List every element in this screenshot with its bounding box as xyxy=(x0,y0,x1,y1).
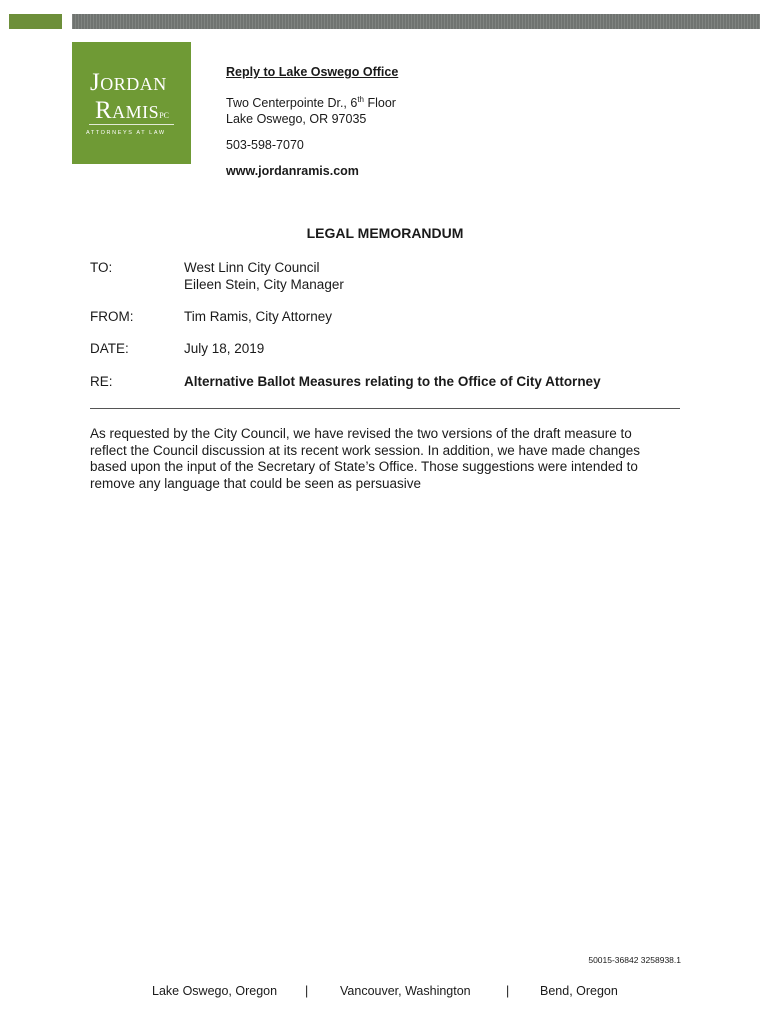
re-value: Alternative Ballot Measures relating to the Office of City Attorney xyxy=(184,374,601,389)
from-label: FROM: xyxy=(90,309,134,324)
logo-name-ramis: Ramis xyxy=(95,97,160,124)
address-line1 xyxy=(226,92,398,111)
address-floor: Floor xyxy=(364,96,396,111)
to-label: TO: xyxy=(90,260,113,275)
to-recipient-1: West Linn City Council xyxy=(184,260,320,275)
address-sup: th xyxy=(357,95,364,104)
address-street: Two Centerpointe Dr., 6 xyxy=(226,96,358,111)
body-paragraph xyxy=(90,426,690,492)
logo-suffix: PC xyxy=(159,111,169,120)
header-gray-bar xyxy=(72,14,760,29)
address-line2: Lake Oswego, OR 97035 xyxy=(226,112,367,127)
footer-office-bend: Bend, Oregon xyxy=(540,984,618,998)
to-recipient-2: Eileen Stein, City Manager xyxy=(184,277,344,292)
document-number: 50015-36842 3258938.1 xyxy=(588,955,681,965)
firm-logo xyxy=(72,42,191,164)
footer-separator: | xyxy=(506,984,510,998)
office-address-block xyxy=(226,64,398,179)
website-link[interactable]: www.jordanramis.com xyxy=(226,164,359,179)
date-value: July 18, 2019 xyxy=(184,341,265,356)
logo-name-line2 xyxy=(95,98,169,123)
from-value: Tim Ramis, City Attorney xyxy=(184,309,333,324)
phone-number: 503-598-7070 xyxy=(226,138,304,153)
header-divider xyxy=(90,408,680,409)
body-line: remove any language that could be seen as persuasive xyxy=(90,475,421,491)
body-line: based upon the input of the Secretary of State’s Office. Those suggestions were intended to xyxy=(90,459,638,474)
date-label: DATE: xyxy=(90,341,129,356)
office-heading: Reply to Lake Oswego Office xyxy=(226,65,399,79)
to-value xyxy=(184,259,344,293)
logo-divider xyxy=(89,124,174,125)
footer-office-vancouver: Vancouver, Washington xyxy=(340,984,471,998)
body-line: As requested by the City Council, we have revised the two versions of the draft measure to xyxy=(90,426,632,441)
logo-tagline: ATTORNEYS AT LAW xyxy=(86,130,166,136)
memo-title: LEGAL MEMORANDUM xyxy=(306,225,464,241)
re-label: RE: xyxy=(90,374,113,389)
header-accent-bar xyxy=(9,14,62,29)
footer-separator: | xyxy=(305,984,309,998)
logo-name-line1: Jordan xyxy=(90,69,167,96)
footer-office-lake-oswego: Lake Oswego, Oregon xyxy=(152,984,278,998)
body-line: reflect the Council discussion at its recent work session. In addition, we have made changes xyxy=(90,442,641,458)
